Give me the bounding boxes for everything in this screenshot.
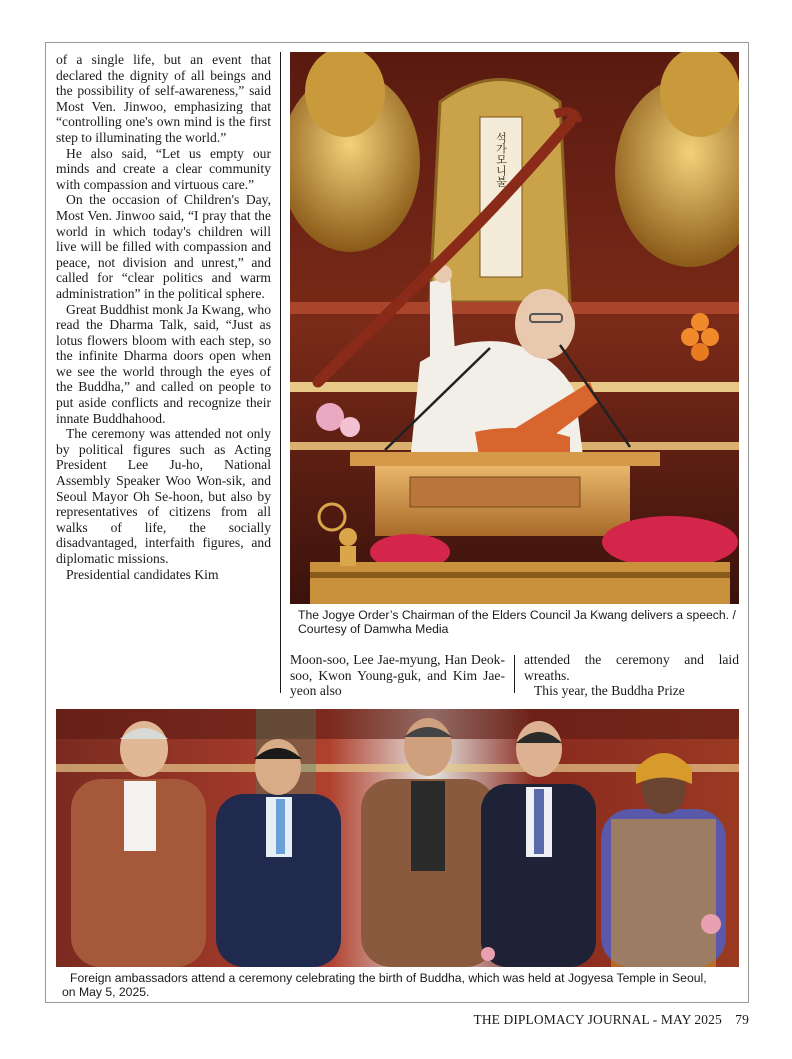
column-divider [280,52,281,693]
page-number: 79 [735,1012,749,1027]
photo1-caption: The Jogye Order’s Chairman of the Elders Council Ja Kwang delivers a speech. / Courtesy of Damwha Media [298,608,736,636]
tablet-inscription: 석가모니불 [494,132,508,187]
paragraph: Moon-soo, Lee Jae-myung, Han Deok-soo, Kwon Young-guk, and Kim Jae-yeon also [290,652,505,699]
paragraph: Presidential candidates Kim [66,566,219,582]
ja-kwang-speech-photo [290,52,739,604]
paragraph: attended the ceremony and laid wreaths. [524,652,739,683]
article-column-3 [524,652,739,700]
paragraph: This year, the Buddha Prize [534,683,685,699]
paragraph: He also said, “Let us empty our minds and create a clear community with compassion and virtuous care.” [56,145,271,192]
paragraph: Great Buddhist monk Ja Kwang, who read the Dharma Talk, said, “Just as lotus flowers bloom with each step, so the infinite Dharma doors open when we see the world through the eyes of the Buddha,” and called on people to put aside conflicts and recognize their innate Buddhahood. [56,301,271,426]
publication-name: THE DIPLOMACY JOURNAL - MAY 2025 [473,1012,722,1027]
photo2-caption-line2: on May 5, 2025. [62,985,150,999]
photo2-caption-line1: Foreign ambassadors attend a ceremony celebrating the birth of Buddha, which was held at Jogyesa Temple in Seoul, [70,971,707,985]
article-column-2 [290,652,505,700]
ambassadors-photo [56,709,739,967]
page-footer [463,1012,749,1028]
paragraph: The ceremony was attended not only by political figures such as Acting President Lee Ju-ho, National Assembly Speaker Woo Won-sik, and Seoul Mayor Oh Se-hoon, but also by representatives of citizens from all walks of life, the socially disadvantaged, interfaith figures, and diplomatic missions. [56,426,271,566]
paragraph: On the occasion of Children's Day, Most Ven. Jinwoo said, “I pray that the world in which today's children will live will be filled with compassion and peace, not division and unrest,” and called for “clear politics and warm administration” in the political sphere. [56,192,271,301]
article-column-1 [56,52,271,700]
paragraph: of a single life, but an event that declared the dignity of all beings and the possibility of self-awareness,” said Most Ven. Jinwoo, emphasizing that “controlling one's own mind is the first step to illuminating the world.” [56,52,271,145]
photo2-caption [62,971,746,999]
column-divider [514,655,515,693]
